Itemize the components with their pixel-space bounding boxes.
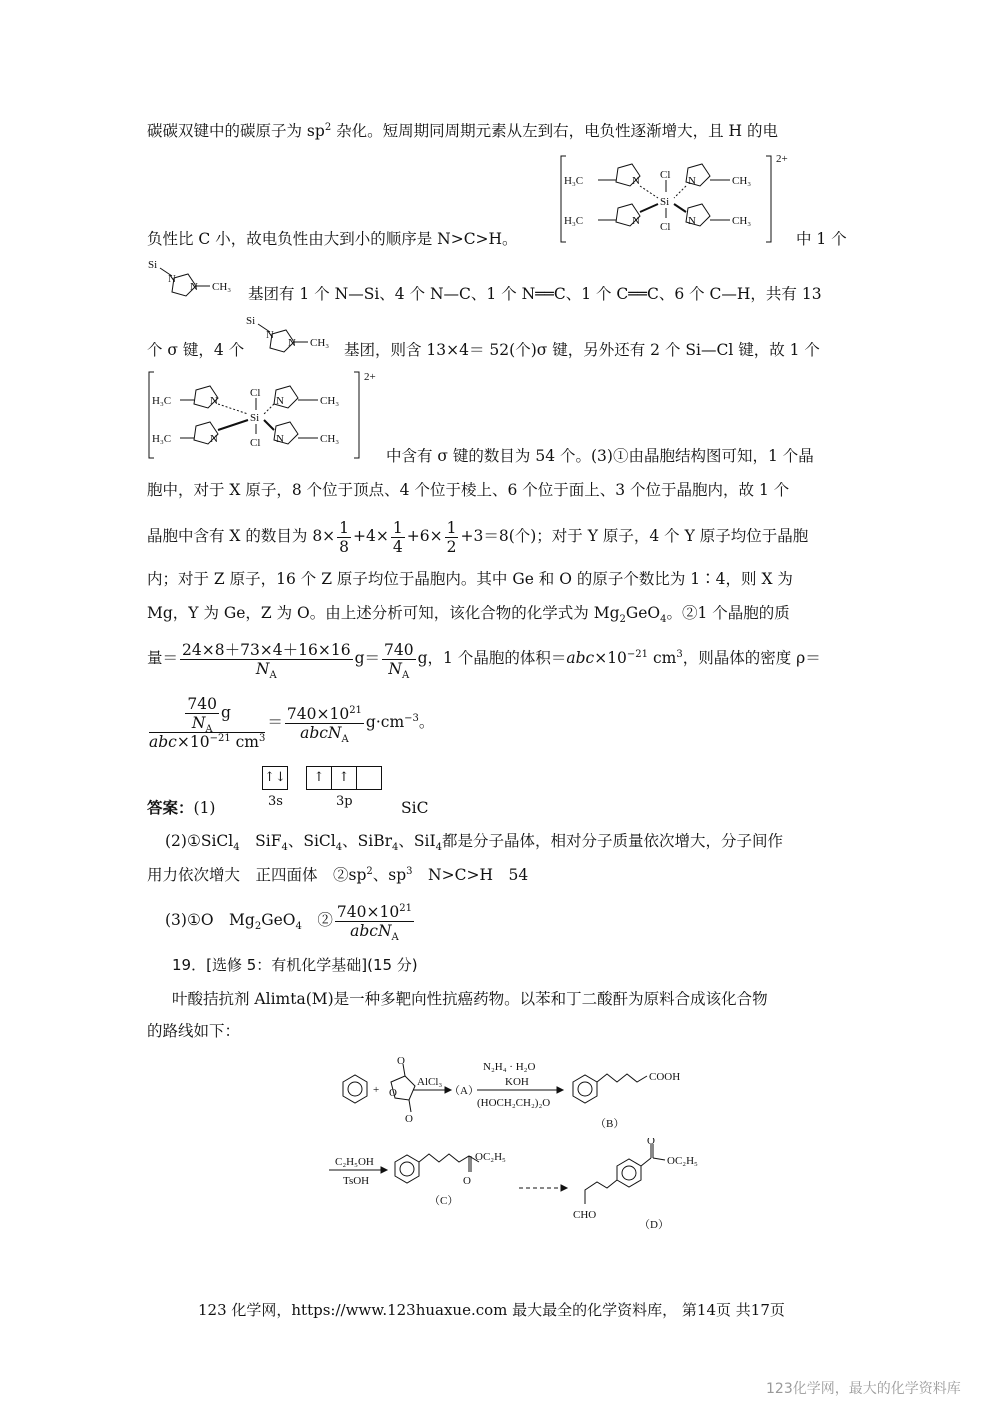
orbital-box-3p-3 [356,766,382,790]
text-line-8: 内；对于 Z 原子，16 个 Z 原子均位于晶胞内。其中 Ge 和 O 的原子个数比为 1∶4，则 X 为 [147,570,793,588]
orbital-3s [262,766,288,790]
svg-text:O: O [463,1175,471,1187]
page-footer: 123 化学网，https://www.123huaxue.com 最大最全的化学资料库， 第14页 共17页 [198,1301,785,1319]
text-line-9: Mg，Y 为 Ge，Z 为 O。由上述分析可知，该化合物的化学式为 $Mg_2GeO_4$。②1 个晶胞的质 [147,604,790,626]
density-result-fraction: $\frac{740\times 10^{21}}{abcN_A}$ [286,704,362,745]
answer-density-fraction: $\frac{740\times 10^{21}}{abcN_A}$ [336,902,412,943]
svg-text:N: N [210,433,218,445]
svg-text:+: + [373,1084,380,1096]
svg-text:（C）: （C） [429,1195,459,1207]
reaction-scheme-row-2 [325,1138,725,1238]
orbital-box-3s: ↑↓ [262,766,288,790]
svg-text:N: N [266,329,274,341]
svg-text:Cl: Cl [660,221,671,233]
text-line-1: 碳碳双键中的碳原子为 $sp^2$ 杂化。短周期同周期元素从左到右，电负性逐渐增大，且 H 的电 [147,121,778,140]
fraction-1-2: $\frac{1}{2}$ [446,518,457,556]
density-fraction: $\frac{740}{N_A}$ g $abc\times 10^{-21}$ $cm^3$ [149,695,266,751]
question-19-para-1: 叶酸拮抗剂 Alimta(M)是一种多靶向性抗癌药物。以苯和丁二酸酐为原料合成该化合物 [172,990,768,1008]
fraction-1-4: $\frac{1}{4}$ [392,518,403,556]
svg-text:C₂H₅OH: C₂H₅OH [335,1156,374,1168]
svg-text:Si: Si [250,412,260,424]
svg-text:N: N [632,215,640,227]
svg-text:CH₃: CH₃ [320,395,340,407]
svg-text:OC₂H₅: OC₂H₅ [667,1155,698,1167]
svg-text:H₃C: H₃C [152,433,172,445]
svg-text:AlCl₃: AlCl₃ [417,1076,443,1088]
svg-text:N: N [276,433,284,445]
svg-text:Cl: Cl [250,437,261,449]
svg-text:Cl: Cl [250,387,261,399]
label-3s: 3s [268,794,283,809]
answer-line-2: (2)①SiCl$_4$ SiF$_4$、SiCl$_4$、SiBr$_4$、SiI$_4$都是分子晶体，相对分子质量依次增大，分子间作 [165,832,783,854]
svg-text:H₃C: H₃C [564,175,584,187]
svg-text:N: N [288,337,296,349]
svg-text:OC₂H₅: OC₂H₅ [475,1151,506,1163]
watermark: 123化学网，最大的化学资料库 [766,1381,961,1397]
question-19-heading: 19．[选修 5：有机化学基础](15 分) [172,956,418,974]
svg-text:CH₃: CH₃ [310,337,330,349]
svg-text:N: N [210,395,218,407]
text-line-4a: 个 σ 键，4 个 [147,341,245,359]
svg-text:Si: Si [148,259,158,271]
text-line-5: 中含有 σ 键的数目为 54 个。(3)①由晶胞结构图可知，1 个晶 [386,447,814,465]
label-3p: 3p [336,794,353,809]
text-line-6: 胞中，对于 X 原子，8 个位于顶点、4 个位于棱上、6 个位于面上、3 个位于晶胞内，故 1 个 [147,481,790,499]
svg-text:CH₃: CH₃ [320,433,340,445]
text-line-4b: 基团，则含 13×4＝ 52(个)σ 键，另外还有 2 个 Si—Cl 键，故 1 个 [344,341,820,359]
text-line-11-density: $\frac{740}{N_A}$ g $abc\times 10^{-21}$ $cm^3$ ＝ $\frac{740\times 10^{21}}{abcN_A}$ $g\cdot cm^{-3}$。 [149,695,435,751]
svg-text:TsOH: TsOH [343,1175,370,1187]
text-line-10: 量＝ $\frac{24\times 8+73\times 4+16\times 16}{N_A}$ g＝ $\frac{740}{N_A}$ g，1 个晶胞的体积$=abc\times 10^{-21}$ $cm^3$，则晶体的密度 ρ＝ [147,640,821,681]
svg-text:2+: 2+ [776,153,788,165]
svg-text:KOH: KOH [505,1076,529,1088]
svg-text:2+: 2+ [364,371,376,383]
svg-text:COOH: COOH [649,1071,681,1083]
svg-text:CH₃: CH₃ [732,215,752,227]
svg-text:H₃C: H₃C [564,215,584,227]
reaction-scheme-row-1 [325,1052,705,1136]
svg-text:O: O [389,1087,397,1099]
orbital-box-3p-2: ↑ [331,766,357,790]
si-imidazole-group-1 [146,256,246,302]
si-imidazole-group-2 [244,312,344,358]
answer-line-3: (3)①O $Mg_2GeO_4$ ② $\frac{740\times 10^{21}}{abcN_A}$ [165,902,412,943]
svg-text:N: N [190,281,198,293]
svg-text:Si: Si [660,196,670,208]
answer-line-1: 答案：(1) [147,799,216,817]
svg-text:Cl: Cl [660,169,671,181]
orbital-box-3p-1: ↑ [306,766,332,790]
si-complex-structure-2 [148,368,388,464]
svg-text:N₂H₄ · H₂O: N₂H₄ · H₂O [483,1061,536,1073]
mass-result-fraction: $\frac{740}{N_A}$ [384,640,414,681]
svg-text:（B）: （B） [595,1118,625,1130]
text-line-2: 负性比 C 小，故电负性由大到小的顺序是 N>C>H。 [147,230,518,248]
svg-text:N: N [632,175,640,187]
si-complex-structure-1 [560,152,800,248]
svg-text:（D）: （D） [639,1219,669,1231]
svg-text:N: N [688,215,696,227]
svg-text:（A）: （A） [449,1085,479,1097]
svg-text:N: N [168,273,176,285]
svg-text:(HOCH₂CH₂)₂O: (HOCH₂CH₂)₂O [477,1097,551,1109]
answer-sic: SiC [401,799,429,817]
svg-text:CHO: CHO [573,1209,597,1221]
svg-text:CH₃: CH₃ [212,281,232,293]
svg-text:N: N [276,395,284,407]
fraction-1-8: $\frac{1}{8}$ [339,518,350,556]
svg-text:N: N [688,175,696,187]
svg-text:O: O [647,1138,655,1147]
orbital-3p [306,766,382,790]
svg-text:O: O [397,1055,405,1067]
text-line-3: 基团有 1 个 N—Si、4 个 N—C、1 个 N══C、1 个 C══C、6 个 C—H，共有 13 [248,285,822,303]
text-line-2-end: 中 1 个 [796,230,847,248]
text-line-7: 晶胞中含有 X 的数目为 8× $\frac{1}{8}$ +4× $\frac{1}{4}$ +6× $\frac{1}{2}$ +3＝8(个)；对于 Y 原子，4 个 Y 原子均位于晶胞 [147,518,809,556]
svg-text:H₃C: H₃C [152,395,172,407]
question-19-para-2: 的路线如下： [147,1022,241,1040]
mass-fraction: $\frac{24\times 8+73\times 4+16\times 16}{N_A}$ [182,640,351,681]
answer-line-2b: 用力依次增大 正四面体 $②sp^2$、$sp^3$ N>C>H 54 [147,865,529,884]
svg-text:O: O [405,1113,413,1125]
svg-text:Si: Si [246,315,256,327]
svg-text:CH₃: CH₃ [732,175,752,187]
